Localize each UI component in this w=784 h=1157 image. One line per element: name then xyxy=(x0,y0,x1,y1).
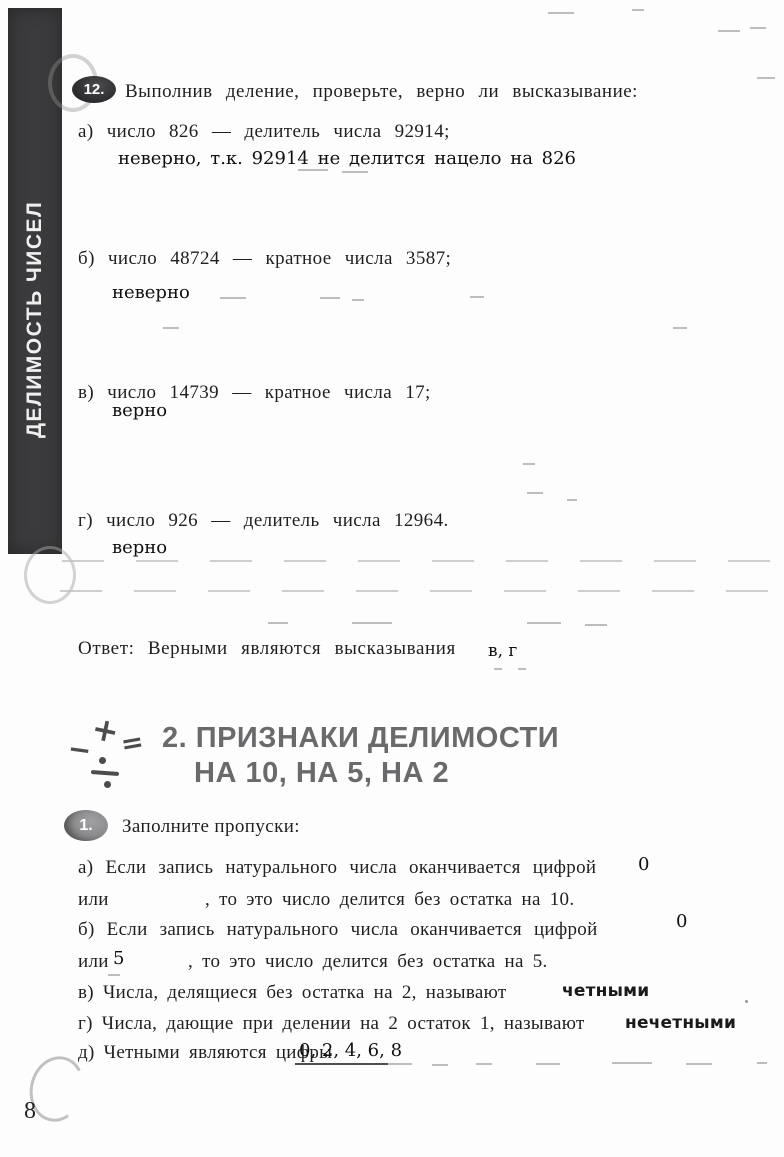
item-label: б) xyxy=(78,919,95,940)
page-number: 8 xyxy=(24,1098,36,1124)
scan-artifact xyxy=(536,1063,560,1065)
scan-artifact xyxy=(612,1062,652,1064)
chapter-title: ДЕЛИМОСТЬ ЧИСЕЛ xyxy=(23,200,46,438)
exercise-1-item-a-line1 xyxy=(78,857,596,879)
exercise-12-answer-a: неверно, т.к. 92914 не делится нацело на 826 xyxy=(118,148,577,169)
scan-artifact xyxy=(527,492,543,494)
equals-icon: = xyxy=(118,726,146,761)
scan-artifact xyxy=(745,1000,748,1003)
scan-artifact xyxy=(585,624,607,626)
item-text: Если запись натурального числа оканчивается цифрой xyxy=(106,919,598,940)
scan-artifact xyxy=(757,77,775,79)
item-label: г) xyxy=(78,510,93,531)
exercise-12-prompt: Выполнив деление, проверьте, верно ли высказывание: xyxy=(125,81,638,102)
scan-artifact xyxy=(494,668,502,670)
exercise-1-answer-v: четными xyxy=(562,981,650,1001)
item-text: число 14739 — кратное числа 17; xyxy=(107,382,431,403)
scan-artifact xyxy=(268,622,288,624)
exercise-12-result-answer: в, г xyxy=(488,641,518,661)
binder-ring-artifact-middle xyxy=(24,546,76,604)
exercise-1-answer-d: 0, 2, 4, 6, 8 xyxy=(295,1040,408,1065)
item-text: Четными являются цифры xyxy=(103,1042,333,1063)
item-text: число 926 — делитель числа 12964. xyxy=(106,510,449,531)
plus-icon: + xyxy=(88,708,123,752)
ruled-line-artifact xyxy=(62,560,774,562)
divide-icon xyxy=(104,781,111,788)
scan-artifact xyxy=(298,169,328,171)
exercise-1-item-g xyxy=(78,1013,585,1035)
item-label: г) xyxy=(78,1013,93,1034)
exercise-1-item-b-or: или xyxy=(78,951,109,972)
scan-artifact xyxy=(352,622,392,624)
item-label: д) xyxy=(78,1042,95,1063)
exercise-12-answer-v: верно xyxy=(112,400,168,421)
scan-artifact xyxy=(757,1062,767,1064)
item-text: число 826 — делитель числа 92914; xyxy=(106,121,450,142)
exercise-12-result-label: Ответ: Верными являются высказывания xyxy=(78,638,456,659)
item-label: в) xyxy=(78,982,94,1003)
scan-artifact xyxy=(108,974,120,976)
scan-artifact xyxy=(673,327,687,329)
exercise-1-prompt: Заполните пропуски: xyxy=(122,816,300,837)
exercise-1-answer-b-digit: 0 xyxy=(676,911,688,932)
exercise-1-answer-a-digit: 0 xyxy=(638,854,650,875)
minus-icon: − xyxy=(65,731,94,768)
exercise-12-answer-g: верно xyxy=(112,537,168,558)
scan-artifact xyxy=(686,1063,712,1065)
exercise-1-answer-b-or: 5 xyxy=(113,948,125,969)
scan-artifact xyxy=(476,1063,492,1065)
scan-artifact xyxy=(523,463,535,465)
scan-artifact xyxy=(470,296,484,298)
scan-artifact xyxy=(632,9,644,11)
scan-artifact xyxy=(163,327,179,329)
scan-artifact xyxy=(548,12,574,14)
item-text: Если запись натурального числа оканчивается цифрой xyxy=(105,857,597,878)
exercise-1-answer-g: нечетными xyxy=(625,1013,737,1033)
exercise-12-item-a xyxy=(78,121,450,143)
exercise-1-badge: 1. xyxy=(64,810,108,841)
scan-artifact xyxy=(432,1064,448,1066)
item-label: а) xyxy=(78,121,94,142)
scan-artifact xyxy=(750,27,766,29)
scan-artifact xyxy=(320,297,340,299)
exercise-12-item-b xyxy=(78,248,451,270)
exercise-12-answer-b: неверно xyxy=(112,282,190,303)
scan-artifact xyxy=(342,171,368,173)
exercise-12-badge: 12. xyxy=(72,76,116,103)
item-label: а) xyxy=(78,857,94,878)
exercise-1-item-b-line1 xyxy=(78,919,598,941)
scan-artifact xyxy=(567,499,577,501)
scan-artifact xyxy=(220,297,246,299)
scan-artifact xyxy=(518,668,526,670)
item-label: в) xyxy=(78,382,95,403)
exercise-1-item-a-line2: , то это число делится без остатка на 10. xyxy=(205,889,575,910)
item-text: число 48724 — кратное числа 3587; xyxy=(107,248,452,269)
exercise-1-item-a-or: или xyxy=(78,889,109,910)
divide-icon xyxy=(91,770,119,776)
item-label: б) xyxy=(78,248,95,269)
section-title-line2: НА 10, НА 5, НА 2 xyxy=(194,757,450,789)
scan-artifact xyxy=(388,1063,412,1065)
scan-artifact xyxy=(718,30,740,32)
scan-artifact xyxy=(527,622,561,624)
divide-icon xyxy=(99,757,106,764)
ruled-line-artifact xyxy=(60,590,774,592)
exercise-1-item-b-line2: , то это число делится без остатка на 5. xyxy=(188,951,548,972)
item-text: Числа, дающие при делении на 2 остаток 1, называют xyxy=(101,1013,585,1034)
scan-artifact xyxy=(352,299,364,301)
item-text: Числа, делящиеся без остатка на 2, называют xyxy=(102,982,507,1003)
exercise-1-item-v xyxy=(78,982,506,1004)
exercise-12-item-g xyxy=(78,510,449,532)
section-title-line1: 2. ПРИЗНАКИ ДЕЛИМОСТИ xyxy=(162,722,560,754)
